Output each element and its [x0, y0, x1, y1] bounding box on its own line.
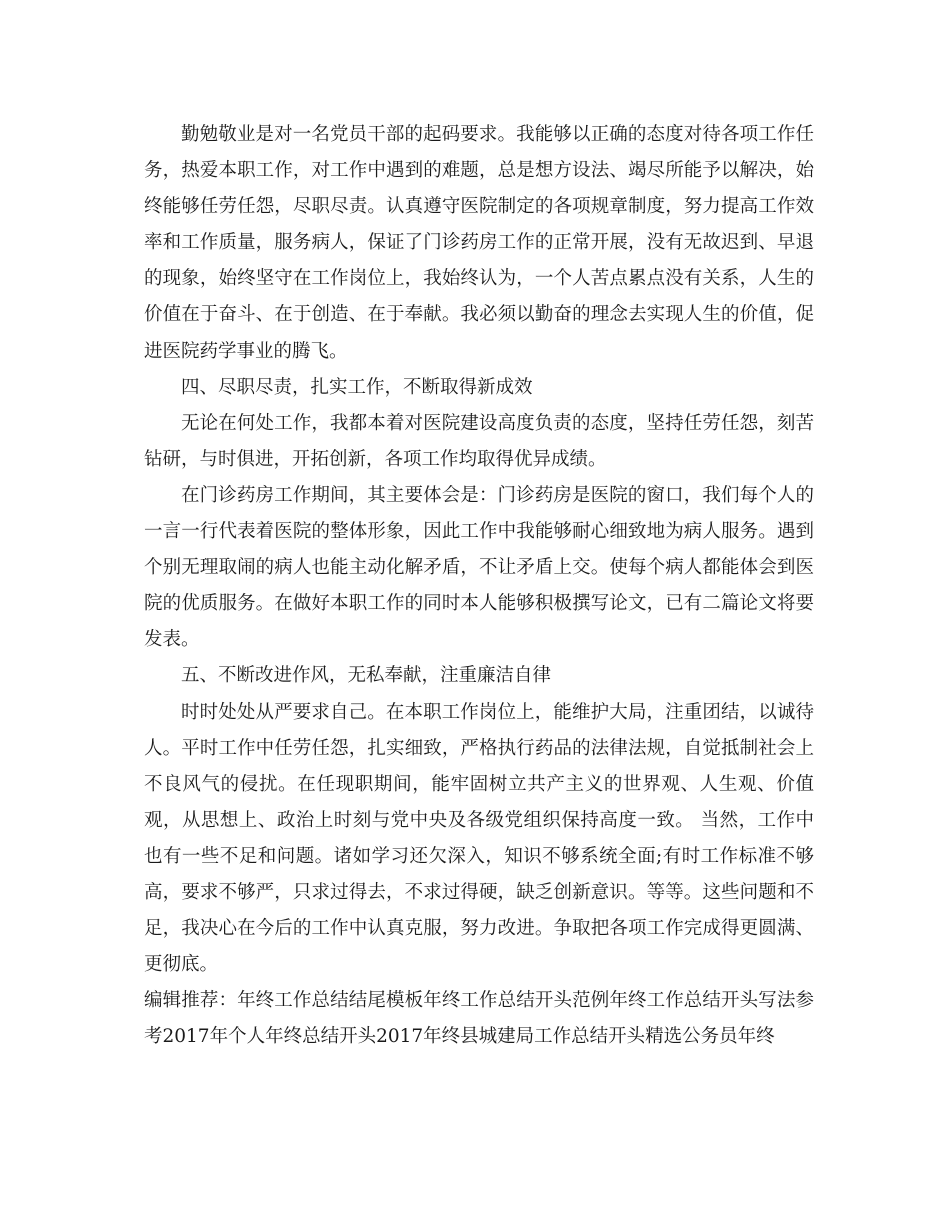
- paragraph-responsibility: 无论在何处工作，我都本着对医院建设高度负责的态度，坚持任劳任怨，刻苦钻研，与时俱进，开拓创新，各项工作均取得优异成绩。: [144, 412, 814, 470]
- editor-recommendation: 编辑推荐：年终工作总结结尾模板年终工作总结开头范例年终工作总结开头写法参考2017年个人年终总结开头2017年终县城建局工作总结开头精选公务员年终: [144, 990, 814, 1048]
- paragraph-pharmacy-experience: 在门诊药房工作期间，其主要体会是：门诊药房是医院的窗口，我们每个人的一言一行代表着医院的整体形象，因此工作中我能够耐心细致地为病人服务。遇到个别无理取闹的病人也能主动化解矛盾，不让矛盾上交。使每个病人都能体会到医院的优质服务。在做好本职工作的同时本人能够积极撰写论文，已有二篇论文将要发表。: [144, 484, 814, 651]
- section-heading-five: 五、不断改进作风，无私奉献，注重廉洁自律: [181, 665, 552, 687]
- paragraph-self-discipline: 时时处处从严要求自己。在本职工作岗位上，能维护大局，注重团结，以诚待人。平时工作中任劳任怨，扎实细致，严格执行药品的法律法规，自觉抵制社会上不良风气的侵扰。在任现职期间，能牢固树立共产主义的世界观、人生观、价值观，从思想上、政治上时刻与党中央及各级党组织保持高度一致。 当然，工作中也有一些不足和问题。诸如学习还欠深入，知识不够系统全面;有时工作标准不够高，要求不够严，只求过得去，不求过得硬，缺乏创新意识。等等。这些问题和不足，我决心在今后的工作中认真克服，努力改进。争取把各项工作完成得更圆满、更彻底。: [144, 701, 814, 976]
- paragraph-diligence: 勤勉敬业是对一名党员干部的起码要求。我能够以正确的态度对待各项工作任务，热爱本职工作，对工作中遇到的难题，总是想方设法、竭尽所能予以解决，始终能够任劳任怨，尽职尽责。认真遵守医院制定的各项规章制度，努力提高工作效率和工作质量，服务病人，保证了门诊药房工作的正常开展，没有无故迟到、早退的现象，始终坚守在工作岗位上，我始终认为，一个人苦点累点没有关系，人生的价值在于奋斗、在于创造、在于奉献。我必须以勤奋的理念去实现人生的价值，促进医院药学事业的腾飞。: [144, 124, 814, 362]
- document-body: [144, 117, 814, 1055]
- section-heading-four: 四、尽职尽责，扎实工作，不断取得新成效: [181, 376, 533, 398]
